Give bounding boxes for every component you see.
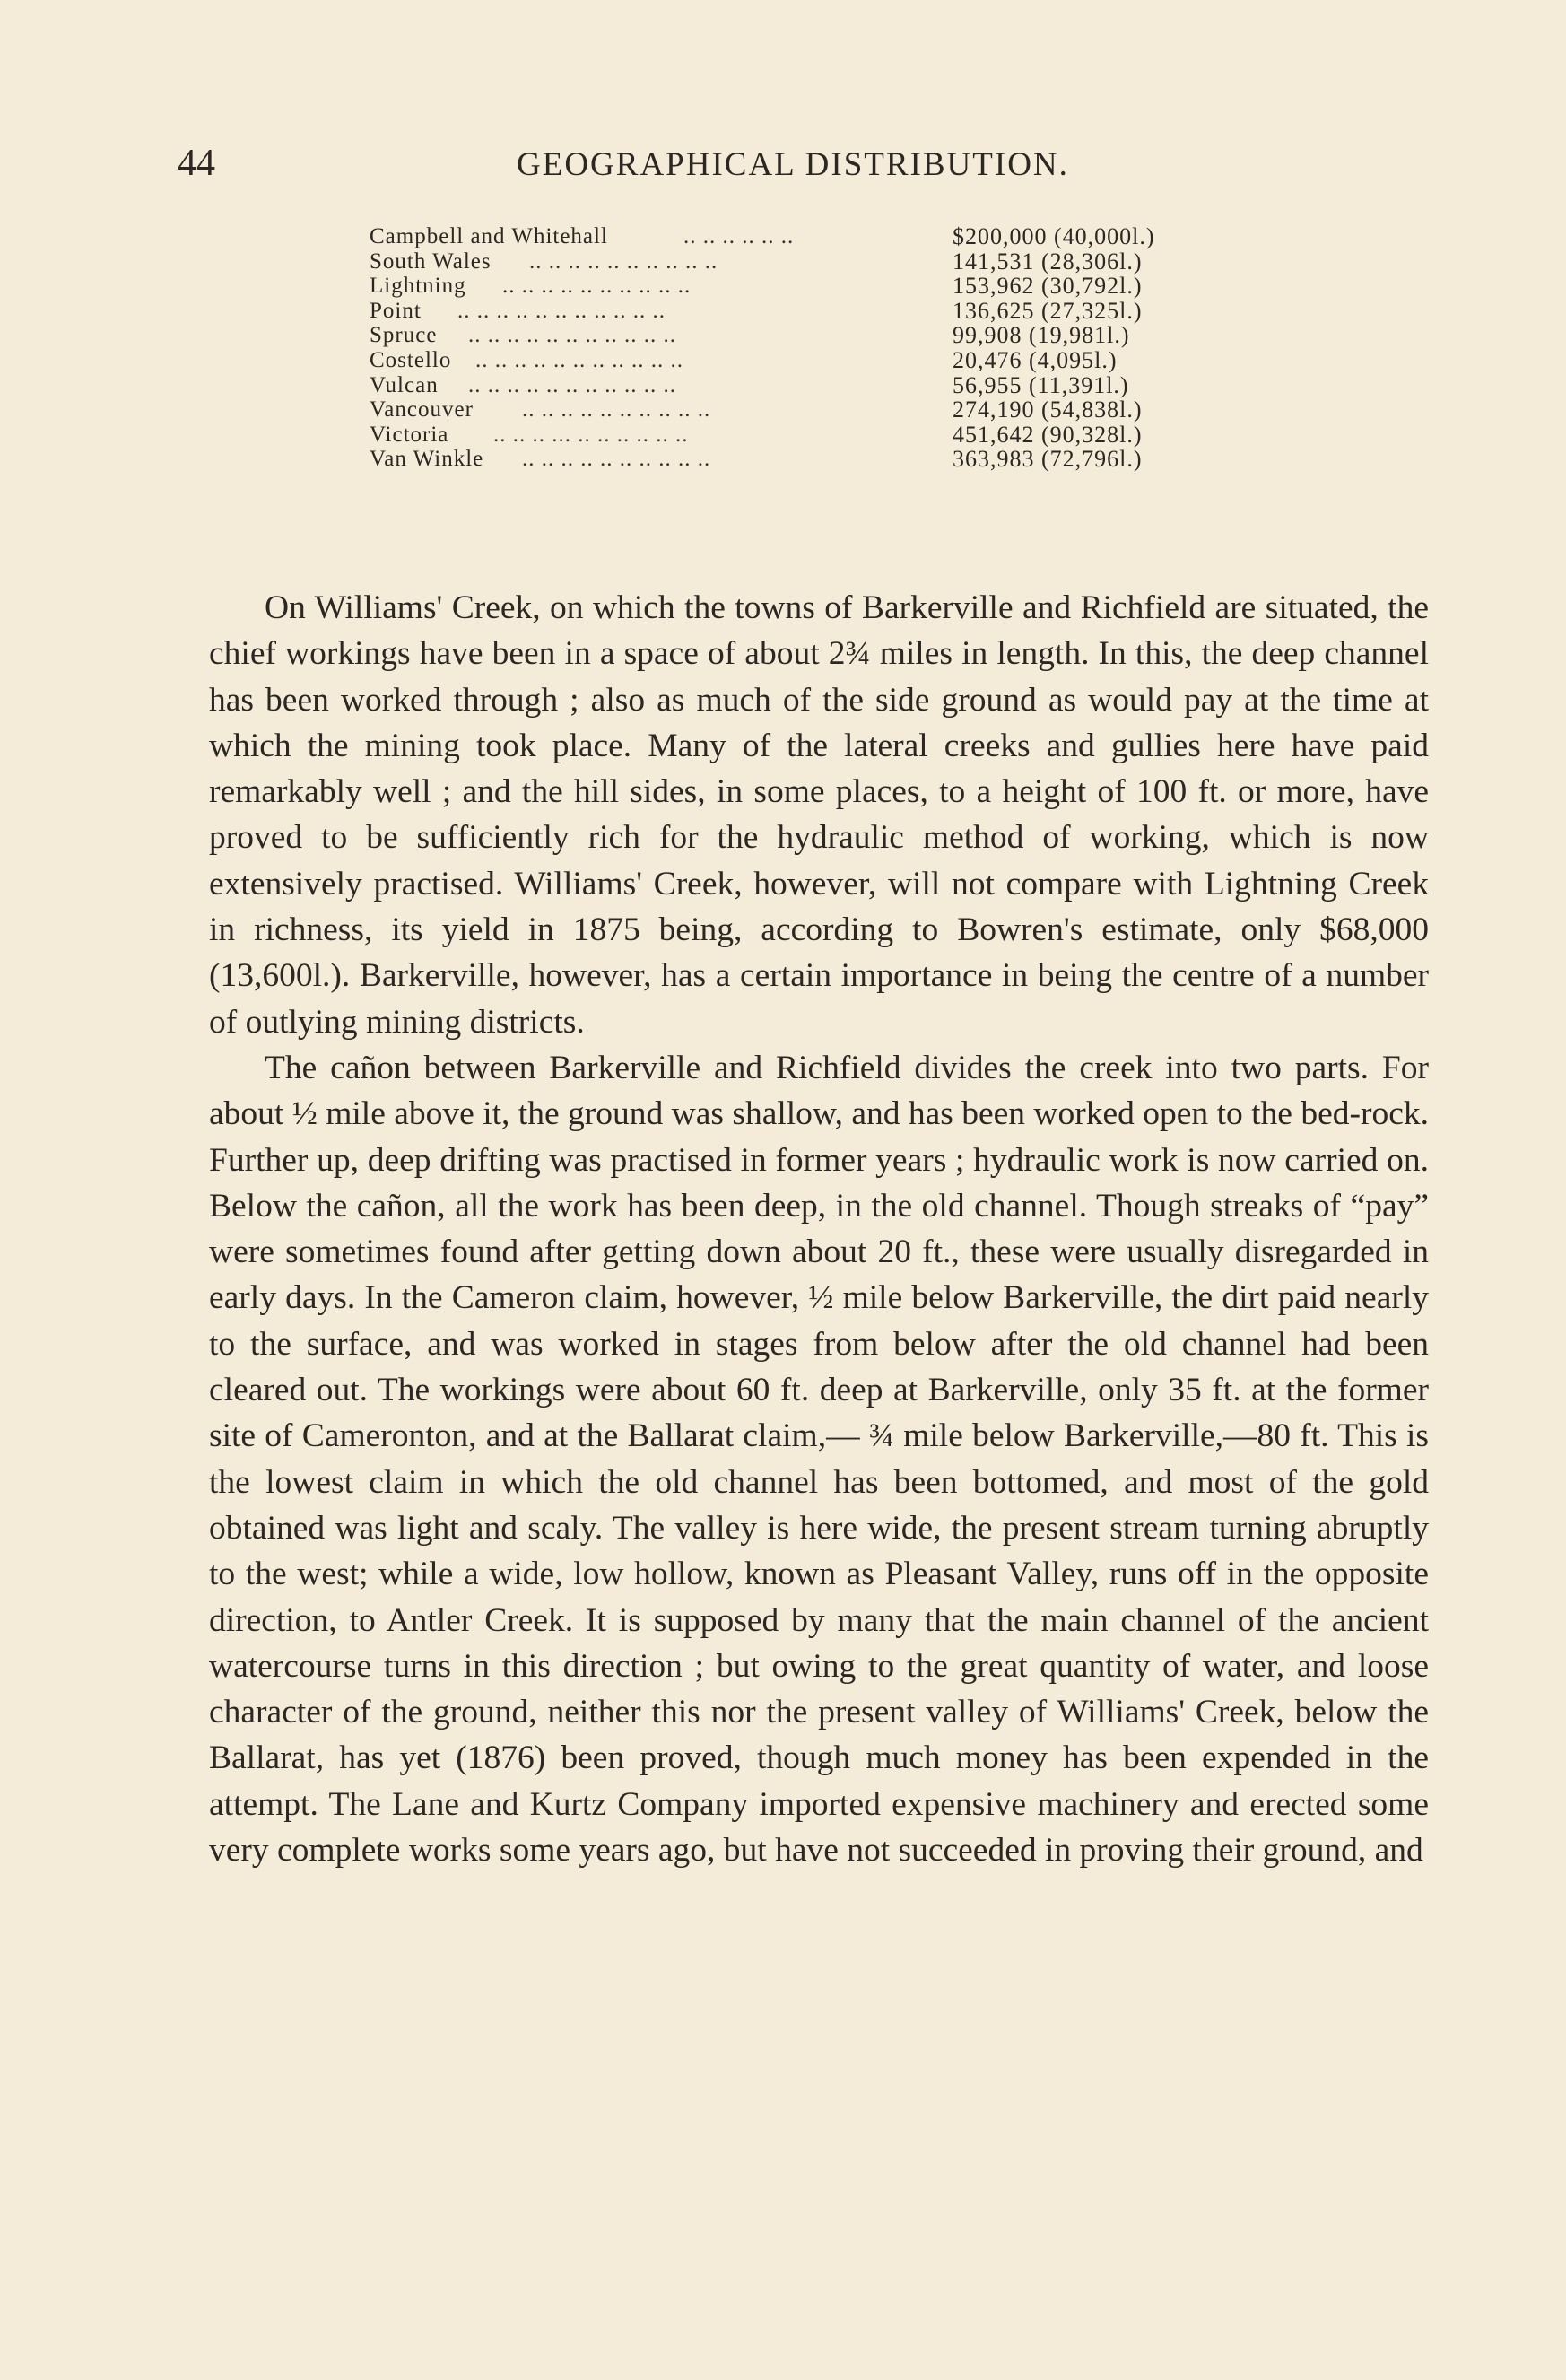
table-row [370, 447, 1266, 472]
claim-amount: 56,955 (11,391l.) [953, 371, 1129, 398]
yield-table [370, 224, 1266, 472]
claim-amount: 141,531 (28,306l.) [953, 248, 1143, 275]
claim-amount: 274,190 (54,838l.) [953, 397, 1143, 423]
leader-dots: .. .. .. .. .. .. .. .. .. .. [522, 447, 711, 472]
claim-amount: 363,983 (72,796l.) [953, 446, 1143, 473]
claim-amount: 136,625 (27,325l.) [953, 297, 1143, 324]
claim-name: Victoria [370, 422, 449, 447]
leader-dots: .. .. .. .. .. .. .. .. .. .. .. [457, 298, 666, 323]
claim-name: South Wales [370, 248, 492, 274]
table-row [370, 423, 1266, 448]
claim-name: Spruce [370, 323, 438, 348]
claim-name: Vancouver [370, 397, 474, 423]
claim-amount: 20,476 (4,095l.) [953, 346, 1118, 373]
claim-name: Lightning [370, 274, 466, 299]
table-row [370, 274, 1266, 299]
paragraph-williams-creek: On Williams' Creek, on which the towns of Barkerville and Richfield are situated, the chief workings have been in a space of about 2¾ miles in length. In this, the deep channel has been worked through ; also as much of the side ground as would pay at the time at which the mining took place. Many of the lateral creeks and gullies here have paid remarkably well ; and the hill sides, in some places, to a height of 100 ft. or more, have proved to be sufficiently rich for the hydraulic method of working, which is now extensively practised. Williams' Creek, however, will not compare with Lightning Creek in richness, its yield in 1875 being, according to Bowren's estimate, only $68,000 (13,600l.). Barkerville, however, has a certain importance in being the centre of a number of outlying mining districts. [209, 589, 1429, 1041]
running-title: GEOGRAPHICAL DISTRIBUTION. [517, 146, 1069, 183]
leader-dots: .. .. .. .. .. .. [683, 224, 795, 248]
leader-dots: .. .. .. .. .. .. .. .. .. .. .. [475, 347, 683, 372]
claim-name: Campbell and Whitehall [370, 224, 608, 248]
claim-amount: 153,962 (30,792l.) [953, 273, 1143, 300]
claim-amount: $200,000 (40,000l.) [953, 223, 1155, 249]
table-row [370, 299, 1266, 324]
leader-dots: .. .. .. .. .. .. .. .. .. .. [522, 397, 711, 423]
claim-amount: 451,642 (90,328l.) [953, 421, 1143, 448]
table-row [370, 397, 1266, 423]
paragraph-canon: The cañon between Barkerville and Richfield divides the creek into two parts. For about ½ mile above it, the ground was shallow, and has been worked open to the bed-rock. Further up, deep drifting was practised in former years ; hydraulic work is now carried on. Below the cañon, all the work has been deep, in the old channel. Though streaks of “pay” were sometimes found after getting down about 20 ft., these were usually disregarded in early days. In the Cameron claim, however, ½ mile below Barkerville, the dirt paid nearly to the surface, and was worked in stages from below after the old channel had been cleared out. The workings were about 60 ft. deep at Barkerville, only 35 ft. at the former site of Cameronton, and at the Ballarat claim,— ¾ mile below Barkerville,—80 ft. This is the lowest claim in which the old channel has been bottomed, and most of the gold obtained was light and scaly. The valley is here wide, the present stream turning abruptly to the west; while a wide, low hollow, known as Pleasant Valley, runs off in the opposite direction, to Antler Creek. It is supposed by many that the main channel of the ancient watercourse turns in this direction ; but owing to the great quantity of water, and loose character of the ground, neither this nor the present valley of Williams' Creek, below the Ballarat, has yet (1876) been proved, though much money has been expended in the attempt. The Lane and Kurtz Company imported expensive machinery and erected some very complete works some years ago, but have not succeeded in proving their ground, and [209, 1049, 1429, 1870]
claim-name: Costello [370, 347, 452, 372]
claim-name: Van Winkle [370, 447, 484, 472]
table-row [370, 373, 1266, 398]
claim-name: Point [370, 298, 422, 323]
leader-dots: .. .. .. .. .. .. .. .. .. .. [529, 248, 718, 274]
leader-dots: .. .. .. .. .. .. .. .. .. .. .. [468, 323, 676, 348]
table-row [370, 224, 1266, 249]
body-text [209, 585, 1429, 1873]
leader-dots: .. .. .. .. .. .. .. .. .. .. .. [468, 372, 676, 397]
leader-dots: .. .. .. .. .. .. .. .. .. .. [502, 274, 692, 299]
table-row [370, 348, 1266, 373]
table-row [370, 249, 1266, 275]
table-row [370, 323, 1266, 348]
leader-dots: .. .. .. ... .. .. .. .. .. .. [493, 422, 689, 447]
claim-amount: 99,908 (19,981l.) [953, 322, 1130, 349]
page-number: 44 [178, 143, 215, 184]
claim-name: Vulcan [370, 372, 439, 397]
